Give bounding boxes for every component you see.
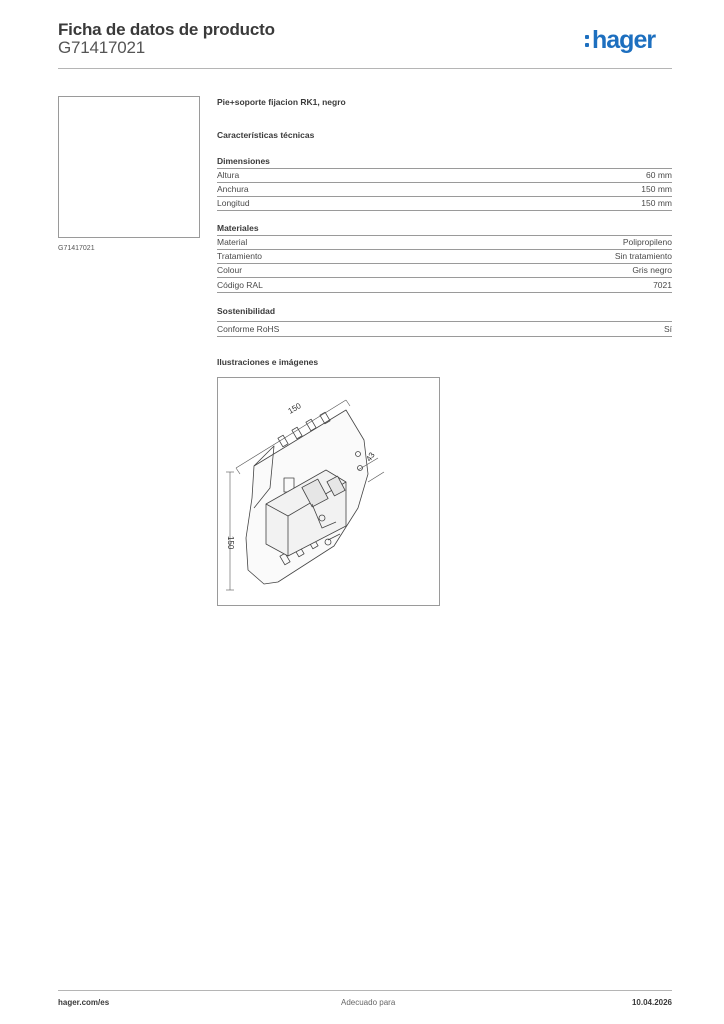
row-value: Sí xyxy=(663,324,672,334)
row-value: 150 mm xyxy=(641,184,672,194)
table-row xyxy=(217,323,672,337)
section-title-dimensiones: Dimensiones xyxy=(217,156,270,166)
table-row xyxy=(217,197,672,211)
logo-dots-icon xyxy=(585,35,589,48)
logo-text: hager xyxy=(592,26,656,54)
row-value: Polipropileno xyxy=(622,237,672,247)
technical-drawing xyxy=(217,377,440,606)
header-divider xyxy=(58,68,672,69)
tech-characteristics-title: Características técnicas xyxy=(217,130,315,140)
footer-website-link[interactable]: hager.com/es xyxy=(58,998,110,1007)
table-row xyxy=(217,250,672,264)
row-label: Código RAL xyxy=(217,280,263,290)
table-row xyxy=(217,236,672,250)
hager-logo xyxy=(592,26,655,55)
row-label: Altura xyxy=(217,170,240,180)
row-label: Colour xyxy=(217,265,243,275)
product-code: G71417021 xyxy=(58,38,146,57)
row-value: 7021 xyxy=(653,280,672,290)
row-value: 150 mm xyxy=(641,198,672,208)
product-thumbnail xyxy=(58,96,200,238)
row-label: Material xyxy=(217,237,248,247)
footer-divider xyxy=(58,990,672,991)
table-row xyxy=(217,264,672,278)
row-label: Anchura xyxy=(217,184,249,194)
section-title-illustrations: Ilustraciones e imágenes xyxy=(217,357,319,367)
section-title-sostenibilidad: Sostenibilidad xyxy=(217,306,276,316)
row-value: 60 mm xyxy=(646,170,672,180)
footer-suitable-for: Adecuado para xyxy=(341,998,396,1007)
dimension-width-label: 150 xyxy=(286,401,303,416)
table-row xyxy=(217,279,672,293)
page-title: Ficha de datos de producto xyxy=(58,20,275,39)
row-label: Tratamiento xyxy=(217,251,263,261)
product-name: Pie+soporte fijacion RK1, negro xyxy=(217,97,346,107)
dimension-height-label: 150 xyxy=(226,536,235,550)
table-row xyxy=(217,183,672,197)
row-label: Longitud xyxy=(217,198,250,208)
row-value: Gris negro xyxy=(632,265,672,275)
dimension-depth-label: 43 xyxy=(364,450,377,464)
support-drawing-icon xyxy=(218,378,441,607)
thumbnail-caption: G71417021 xyxy=(58,245,95,252)
footer-date: 10.04.2026 xyxy=(631,998,672,1007)
row-label: Conforme RoHS xyxy=(217,324,280,334)
table-row xyxy=(217,169,672,183)
section-title-materiales: Materiales xyxy=(217,223,259,233)
row-value: Sin tratamiento xyxy=(614,251,672,261)
section-divider xyxy=(217,321,672,322)
